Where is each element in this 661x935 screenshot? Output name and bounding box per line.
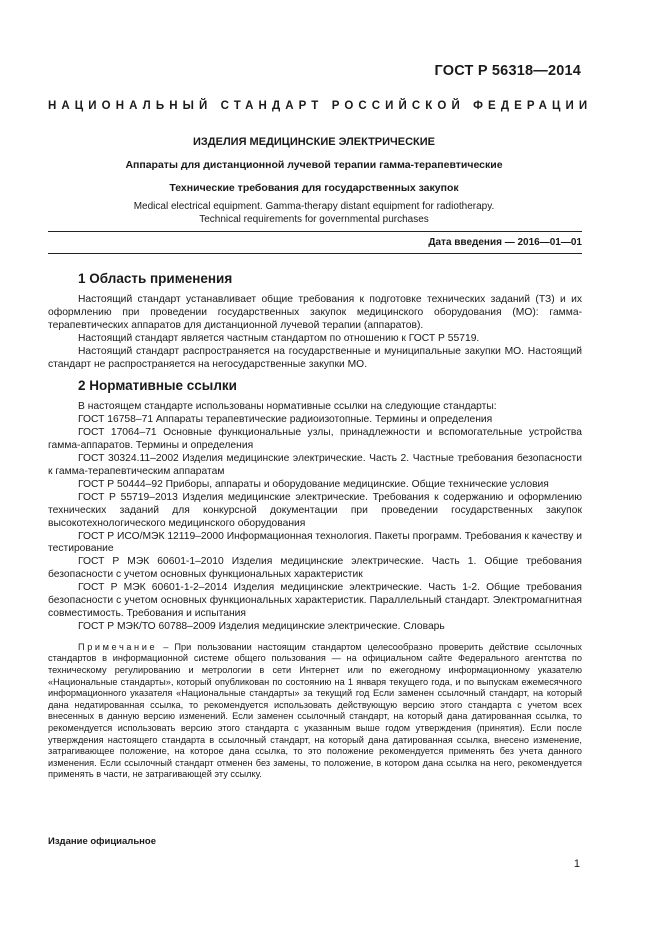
title-line-1: ИЗДЕЛИЯ МЕДИЦИНСКИЕ ЭЛЕКТРИЧЕСКИЕ: [192, 136, 436, 148]
date-divider: [48, 253, 582, 254]
reference-item: ГОСТ Р 55719–2013 Изделия медицинские электрические. Требования к содержанию и оформлению технических заданий для конкурсной документации при проведении государственных закупок высокотехнологического медицинского оборудования: [48, 491, 582, 529]
official-edition-label: Издание официальное: [48, 836, 156, 847]
title-english-1: Medical electrical equipment. Gamma-therapy distant equipment for radiotherapy.: [133, 201, 495, 212]
reference-item: ГОСТ 16758–71 Аппараты терапевтические радиоизотопные. Термины и определения: [78, 414, 493, 426]
title-line-3: Технические требования для государственных закупок: [169, 182, 459, 194]
section-1-paragraph: Настоящий стандарт распространяется на государственные и муниципальные закупки МО. Настоящий стандарт не распространяется на негосударственные закупки МО.: [48, 345, 582, 370]
section-2-heading: 2 Нормативные ссылки: [78, 378, 237, 394]
standard-number: ГОСТ Р 56318—2014: [434, 63, 581, 79]
note-label: Примечание: [78, 641, 158, 652]
national-standard-banner: НАЦИОНАЛЬНЫЙ СТАНДАРТ РОССИЙСКОЙ ФЕДЕРАЦИИ: [48, 100, 593, 112]
title-line-2: Аппараты для дистанционной лучевой терапии гамма-терапевтические: [125, 159, 503, 171]
title-block: [48, 135, 580, 226]
reference-item: ГОСТ 30324.11–2002 Изделия медицинские электрические. Часть 2. Частные требования безопасности к гамма-терапевтическим аппаратам: [48, 453, 582, 477]
reference-item: ГОСТ 17064–71 Основные функциональные узлы, принадлежности и вспомогательные устройства гамма-аппаратов. Термины и определения: [48, 427, 582, 452]
reference-item: ГОСТ Р ИСО/МЭК 12119–2000 Информационная технология. Пакеты программ. Требования к качеству и тестирование: [48, 530, 582, 555]
note: [48, 642, 582, 781]
reference-item: ГОСТ Р МЭК 60601-1–2010 Изделия медицинские электрические. Часть 1. Общие требования безопасности с учетом основных функциональных характеристик: [48, 556, 582, 581]
reference-item: ГОСТ Р 50444–92 Приборы, аппараты и оборудование медицинские. Общие технические условия: [78, 478, 549, 490]
section-1-paragraph: Настоящий стандарт устанавливает общие требования к подготовке технических заданий (ТЗ) и их оформлению при проведении государственных закупок медицинского оборудования (МО): гамма-терапевтических аппаратов для дистанционной лучевой терапии (аппаратов).: [48, 294, 582, 331]
note-text: – При пользовании настоящим стандартом целесообразно проверить действие ссылочных стандартов в информационной системе общего пользования — на официальном сайте Федерального агентства по техническому регулированию и метрологии в сети Интернет или по ежегодному информационному указателю «Национальные стандарты», который опубликован по состоянию на 1 января текущего года, и по выпускам ежемесячного информационного указателя «Национальные стандарты» за текущий год Если заменен ссылочный стандарт, на который дана недатированная ссылка, то рекомендуется использовать действующую версию этого стандарта с учетом всех внесенных в данную версию изменений. Если заменен ссылочный стандарт, на который дана датированная ссылка, то рекомендуется использовать версию этого стандарта с указанным выше годом утверждения (принятия). Если после утверждения настоящего стандарта в ссылочный стандарт, на который дана датированная ссылка, внесено изменение, затрагивающее положение, на которое дана ссылка, то это положение рекомендуется применять без учета данного изменения. Если ссылочный стандарт отменен без замены, то положение, в котором дана ссылка на него, рекомендуется применять в части, не затрагивающей эту ссылку.: [48, 641, 582, 780]
title-divider: [48, 231, 582, 232]
reference-item: ГОСТ Р МЭК/ТО 60788–2009 Изделия медицинские электрические. Словарь: [78, 620, 445, 632]
section-1-paragraph: Настоящий стандарт является частным стандартом по отношению к ГОСТ Р 55719.: [78, 332, 480, 344]
section-2-paragraph: В настоящем стандарте использованы нормативные ссылки на следующие стандарты:: [78, 401, 497, 413]
reference-item: ГОСТ Р МЭК 60601-1-2–2014 Изделия медицинские электрические. Часть 1-2. Общие требования безопасности с учетом основных функциональных характеристик. Параллельный стандарт. Электромагнитная совместимость. Требования и испытания: [48, 582, 582, 619]
introduction-date: Дата введения — 2016—01—01: [428, 237, 582, 248]
document-body: [48, 270, 582, 781]
title-english: [48, 201, 580, 226]
page-number: 1: [573, 858, 580, 870]
title-english-2: Technical requirements for governmental purchases: [199, 213, 429, 225]
section-1-heading: 1 Область применения: [78, 271, 233, 286]
